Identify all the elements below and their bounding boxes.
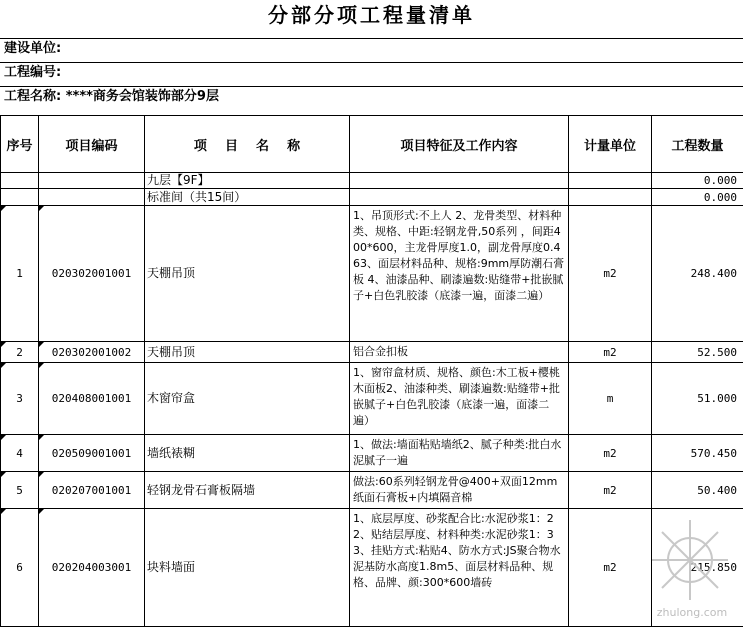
row-features: 1、底层厚度、砂浆配合比:水泥砂浆1：22、贴结层厚度、材料种类:水泥砂浆1：33、挂贴方式:粘贴4、防水方式:JS聚合物水泥基防水高度1.8m5、面层材料品种、规格、品牌、颜:300*600墙砖 — [350, 509, 569, 627]
row-name: 九层【9F】 — [145, 173, 350, 189]
row-code: 020302001002 — [39, 342, 145, 363]
project-name-field: 工程名称: ****商务会馆装饰部分9层 — [0, 86, 743, 107]
row-qty: 50.400 — [652, 472, 743, 509]
row-no: 6 — [1, 509, 39, 627]
row-unit — [569, 189, 652, 206]
row-features — [350, 173, 569, 189]
row-no — [1, 173, 39, 189]
table-row — [1, 173, 743, 189]
row-name: 天棚吊顶 — [145, 206, 350, 342]
bill-of-quantities-table — [0, 115, 743, 627]
row-no — [1, 189, 39, 206]
row-no: 4 — [1, 435, 39, 472]
row-name: 标准间（共15间） — [145, 189, 350, 206]
row-unit: m — [569, 363, 652, 435]
row-features — [350, 189, 569, 206]
row-code: 020204003001 — [39, 509, 145, 627]
row-code — [39, 189, 145, 206]
row-name: 木窗帘盒 — [145, 363, 350, 435]
row-unit — [569, 173, 652, 189]
table-row — [1, 206, 743, 342]
row-features: 1、做法:墙面粘贴墙纸2、腻子种类:批白水泥腻子一遍 — [350, 435, 569, 472]
project-code-field: 工程编号: — [0, 62, 743, 83]
row-name: 墙纸裱糊 — [145, 435, 350, 472]
row-features: 做法:60系列轻钢龙骨@400+双面12mm纸面石膏板+内填隔音棉 — [350, 472, 569, 509]
col-header-name: 项 目 名 称 — [145, 116, 350, 173]
row-name: 轻钢龙骨石膏板隔墙 — [145, 472, 350, 509]
row-no: 2 — [1, 342, 39, 363]
row-qty: 51.000 — [652, 363, 743, 435]
row-qty: 0.000 — [652, 173, 743, 189]
table-row — [1, 342, 743, 363]
table-row — [1, 509, 743, 627]
row-features: 1、窗帘盒材质、规格、颜色:木工板+樱桃木面板2、油漆种类、刷漆遍数:贴缝带+批嵌腻子+白色乳胶漆（底漆一遍，面漆二遍） — [350, 363, 569, 435]
row-name: 天棚吊顶 — [145, 342, 350, 363]
watermark-text: zhulong.com — [656, 606, 728, 619]
col-header-qty: 工程数量 — [652, 116, 743, 173]
table-row — [1, 363, 743, 435]
row-code — [39, 173, 145, 189]
row-unit: m2 — [569, 206, 652, 342]
row-qty: 570.450 — [652, 435, 743, 472]
row-unit: m2 — [569, 472, 652, 509]
row-code: 020408001001 — [39, 363, 145, 435]
col-header-features: 项目特征及工作内容 — [350, 116, 569, 173]
row-no: 5 — [1, 472, 39, 509]
header-row — [1, 116, 743, 173]
row-qty: 0.000 — [652, 189, 743, 206]
page-title: 分部分项工程量清单 — [268, 3, 475, 27]
row-features: 铝合金扣板 — [350, 342, 569, 363]
row-no: 1 — [1, 206, 39, 342]
row-qty: 248.400 — [652, 206, 743, 342]
row-unit: m2 — [569, 342, 652, 363]
table-row — [1, 472, 743, 509]
row-features: 1、吊顶形式:不上人 2、龙骨类型、材料种类、规格、中距:轻钢龙骨,50系列 ，间距400*600，主龙骨厚度1.0，副龙骨厚度0.463、面层材料品种、规格:9mm厚防潮石膏板 4、油漆品种、刷漆遍数:贴缝带+批嵌腻子+白色乳胶漆（底漆一遍，面漆二遍） — [350, 206, 569, 342]
row-code: 020509001001 — [39, 435, 145, 472]
col-header-no: 序号 — [1, 116, 39, 173]
table-row — [1, 435, 743, 472]
row-name: 块料墙面 — [145, 509, 350, 627]
col-header-unit: 计量单位 — [569, 116, 652, 173]
row-unit: m2 — [569, 435, 652, 472]
row-no: 3 — [1, 363, 39, 435]
owner-field: 建设单位: — [0, 38, 743, 59]
row-qty: 52.500 — [652, 342, 743, 363]
table-row — [1, 189, 743, 206]
col-header-code: 项目编码 — [39, 116, 145, 173]
row-code: 020207001001 — [39, 472, 145, 509]
row-qty: 215.850 — [652, 509, 743, 627]
row-unit: m2 — [569, 509, 652, 627]
row-code: 020302001001 — [39, 206, 145, 342]
